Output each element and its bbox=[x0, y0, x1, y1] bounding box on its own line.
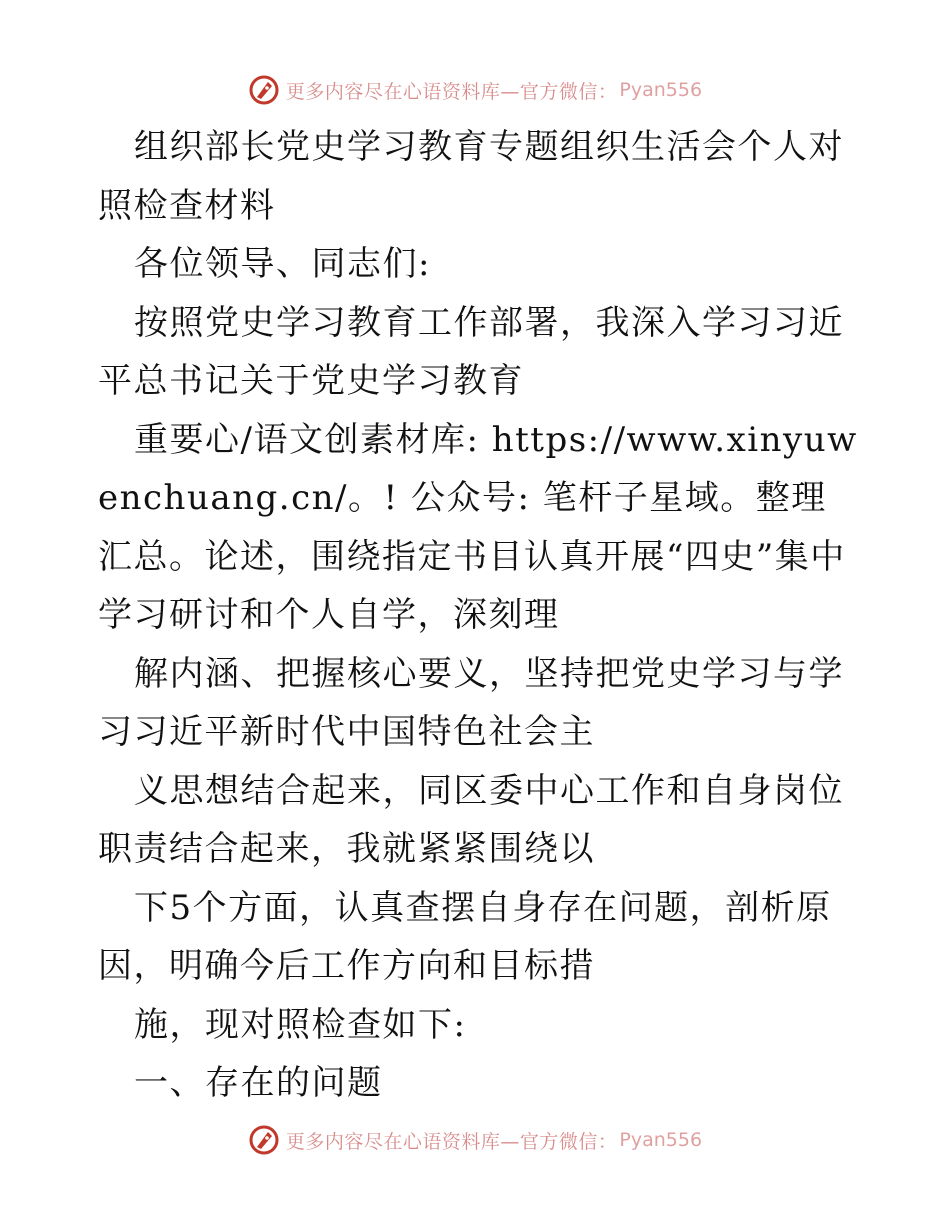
salutation: 各位领导、同志们: bbox=[134, 244, 431, 284]
watermark-text: 更多内容尽在心语资料库—官方微信： bbox=[285, 80, 618, 103]
paragraph: 下5个方面，认真查摆自身存在问题，剖析原因，明确今后工作方向和目标措 bbox=[98, 887, 832, 986]
header-watermark bbox=[0, 70, 950, 110]
paragraph: 重要心/语文创素材库: https://www.xinyuwenchuang.cn/。! 公众号: 笔杆子星域。整理汇总。论述，围绕指定书目认真开展“四史”集中学习研讨和个人自学，深刻理 bbox=[98, 419, 858, 635]
footer-watermark bbox=[0, 1120, 950, 1160]
paragraph: 按照党史学习教育工作部署，我深入学习习近平总书记关于党史学习教育 bbox=[98, 302, 844, 401]
pen-nib-icon bbox=[248, 74, 280, 106]
watermark-text: 更多内容尽在心语资料库—官方微信： bbox=[285, 1130, 618, 1153]
watermark-contact: Pyan556 bbox=[619, 79, 703, 101]
paragraph: 解内涵、把握核心要义，坚持把党史学习与学习习近平新时代中国特色社会主 bbox=[98, 653, 844, 752]
document-body bbox=[98, 118, 858, 1113]
pen-nib-icon bbox=[248, 1124, 280, 1156]
document-title: 组织部长党史学习教育专题组织生活会个人对照检查材料 bbox=[98, 127, 844, 226]
section-heading: 一、存在的问题 bbox=[134, 1063, 383, 1103]
paragraph: 义思想结合起来，同区委中心工作和自身岗位职责结合起来，我就紧紧围绕以 bbox=[98, 770, 844, 869]
watermark-contact: Pyan556 bbox=[619, 1129, 703, 1151]
paragraph: 施，现对照检查如下: bbox=[134, 1004, 467, 1045]
